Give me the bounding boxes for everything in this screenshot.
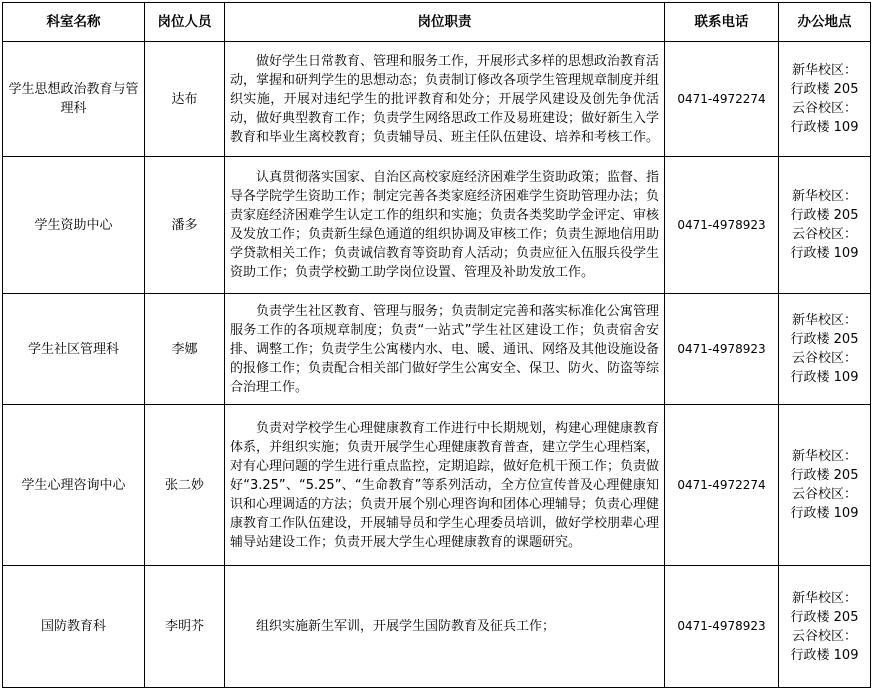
- dept-name: 国防教育科: [3, 566, 145, 688]
- campus-label: 云谷校区：: [791, 227, 857, 242]
- duty-text: 认真贯彻落实国家、自治区高校家庭经济困难学生资助政策；监督、指导各学院学生资助工作；制定完善各类家庭经济困难学生资助管理办法；负责家庭经济困难学生认定工作的组织和实施；负责各类奖助学金评定、审核及发放工作；负责新生绿色通道的组织协调及审核工作；负责生源地信用助学贷款相关工作；负责诚信教育等资助育人活动；负责应征入伍服兵役学生资助工作；负责学校勤工助学岗位设置、管理及补助发放工作。: [230, 170, 660, 280]
- duty-text: 负责对学校学生心理健康教育工作进行中长期规划，构建心理健康教育体系，并组织实施；负责开展学生心理健康教育普查，建立学生心理档案，对有心理问题的学生进行重点监控，定期追踪，做好危机干预工作；负责做好“3.25”、“5.25”、“生命教育”等系列活动，全方位宣传普及心理健康知识和心理调适的方法；负责开展个别心理咨询和团体心理辅导；负责心理健康教育工作队伍建设，开展辅导员和学生心理委员培训，做好学校朋辈心理辅导站建设工作；负责开展大学生心理健康教育的课题研究。: [230, 420, 660, 550]
- duty-cell: [225, 294, 665, 405]
- office-location: [779, 294, 871, 405]
- room-label: 行政楼 205: [790, 208, 859, 223]
- room-label: 行政楼 109: [790, 120, 859, 135]
- campus-label: 云谷校区：: [791, 101, 857, 116]
- office-location: [779, 405, 871, 566]
- staff-name: 达布: [145, 42, 225, 157]
- campus-label: 新华校区：: [791, 313, 857, 328]
- room-label: 行政楼 109: [790, 370, 859, 385]
- office-location: [779, 42, 871, 157]
- phone-number: 0471-4972274: [665, 405, 779, 566]
- header-dept: 科室名称: [3, 3, 145, 42]
- table-row: [3, 42, 871, 157]
- header-duty: 岗位职责: [225, 3, 665, 42]
- dept-name: 学生思想政治教育与管理科: [3, 42, 145, 157]
- table-row: [3, 294, 871, 405]
- campus-label: 新华校区：: [791, 63, 857, 78]
- dept-name: 学生资助中心: [3, 157, 145, 294]
- header-row: [3, 3, 871, 42]
- room-label: 行政楼 109: [790, 647, 859, 663]
- table-row: [3, 566, 871, 688]
- duty-text: 做好学生日常教育、管理和服务工作，开展形式多样的思想政治教育活动，掌握和研判学生的思想动态；负责制订修改各项学生管理规章制度并组织实施，开展对违纪学生的批评教育和处分；开展学风建设及创先争优活动，做好典型教育工作；负责学生网络思政工作及易班建设；做好新生入学教育和毕业生离校教育；负责辅导员、班主任队伍建设、培养和考核工作。: [230, 53, 660, 145]
- staff-name: 李娜: [145, 294, 225, 405]
- phone-number: 0471-4978923: [665, 157, 779, 294]
- room-label: 行政楼 109: [790, 506, 859, 521]
- office-table: [2, 2, 871, 688]
- campus-label: 新华校区：: [791, 189, 857, 204]
- phone-number: 0471-4978923: [665, 294, 779, 405]
- phone-number: 0471-4972274: [665, 42, 779, 157]
- phone-number: 0471-4978923: [665, 566, 779, 688]
- room-label: 行政楼 109: [790, 246, 859, 261]
- staff-name: 潘多: [145, 157, 225, 294]
- header-location: 办公地点: [779, 3, 871, 42]
- staff-name: 张二妙: [145, 405, 225, 566]
- duty-cell: [225, 157, 665, 294]
- office-location: [779, 566, 871, 688]
- room-label: 行政楼 205: [790, 609, 859, 625]
- office-location: [779, 157, 871, 294]
- dept-name: 学生心理咨询中心: [3, 405, 145, 566]
- duty-cell: [225, 42, 665, 157]
- room-label: 行政楼 205: [790, 332, 859, 347]
- campus-label: 新华校区：: [791, 449, 857, 464]
- table-row: [3, 157, 871, 294]
- duty-cell: [225, 405, 665, 566]
- staff-name: 李明芥: [145, 566, 225, 688]
- duty-text: 组织实施新生军训，开展学生国防教育及征兵工作；: [256, 619, 556, 634]
- header-staff: 岗位人员: [145, 3, 225, 42]
- campus-label: 云谷校区：: [791, 351, 857, 366]
- campus-label: 新华校区：: [791, 590, 857, 606]
- room-label: 行政楼 205: [790, 468, 859, 483]
- campus-label: 云谷校区：: [791, 487, 857, 502]
- dept-name: 学生社区管理科: [3, 294, 145, 405]
- table-row: [3, 405, 871, 566]
- duty-text: 负责学生社区教育、管理与服务；负责制定完善和落实标准化公寓管理服务工作的各项规章制度；负责“一站式”学生社区建设工作；负责宿舍安排、调整工作；负责学生公寓楼内水、电、暖、通讯、网络及其他设施设备的报修工作；负责配合相关部门做好学生公寓安全、保卫、防火、防盗等综合治理工作。: [230, 303, 660, 395]
- campus-label: 云谷校区：: [791, 628, 857, 644]
- duty-cell: [225, 566, 665, 688]
- room-label: 行政楼 205: [790, 82, 859, 97]
- header-phone: 联系电话: [665, 3, 779, 42]
